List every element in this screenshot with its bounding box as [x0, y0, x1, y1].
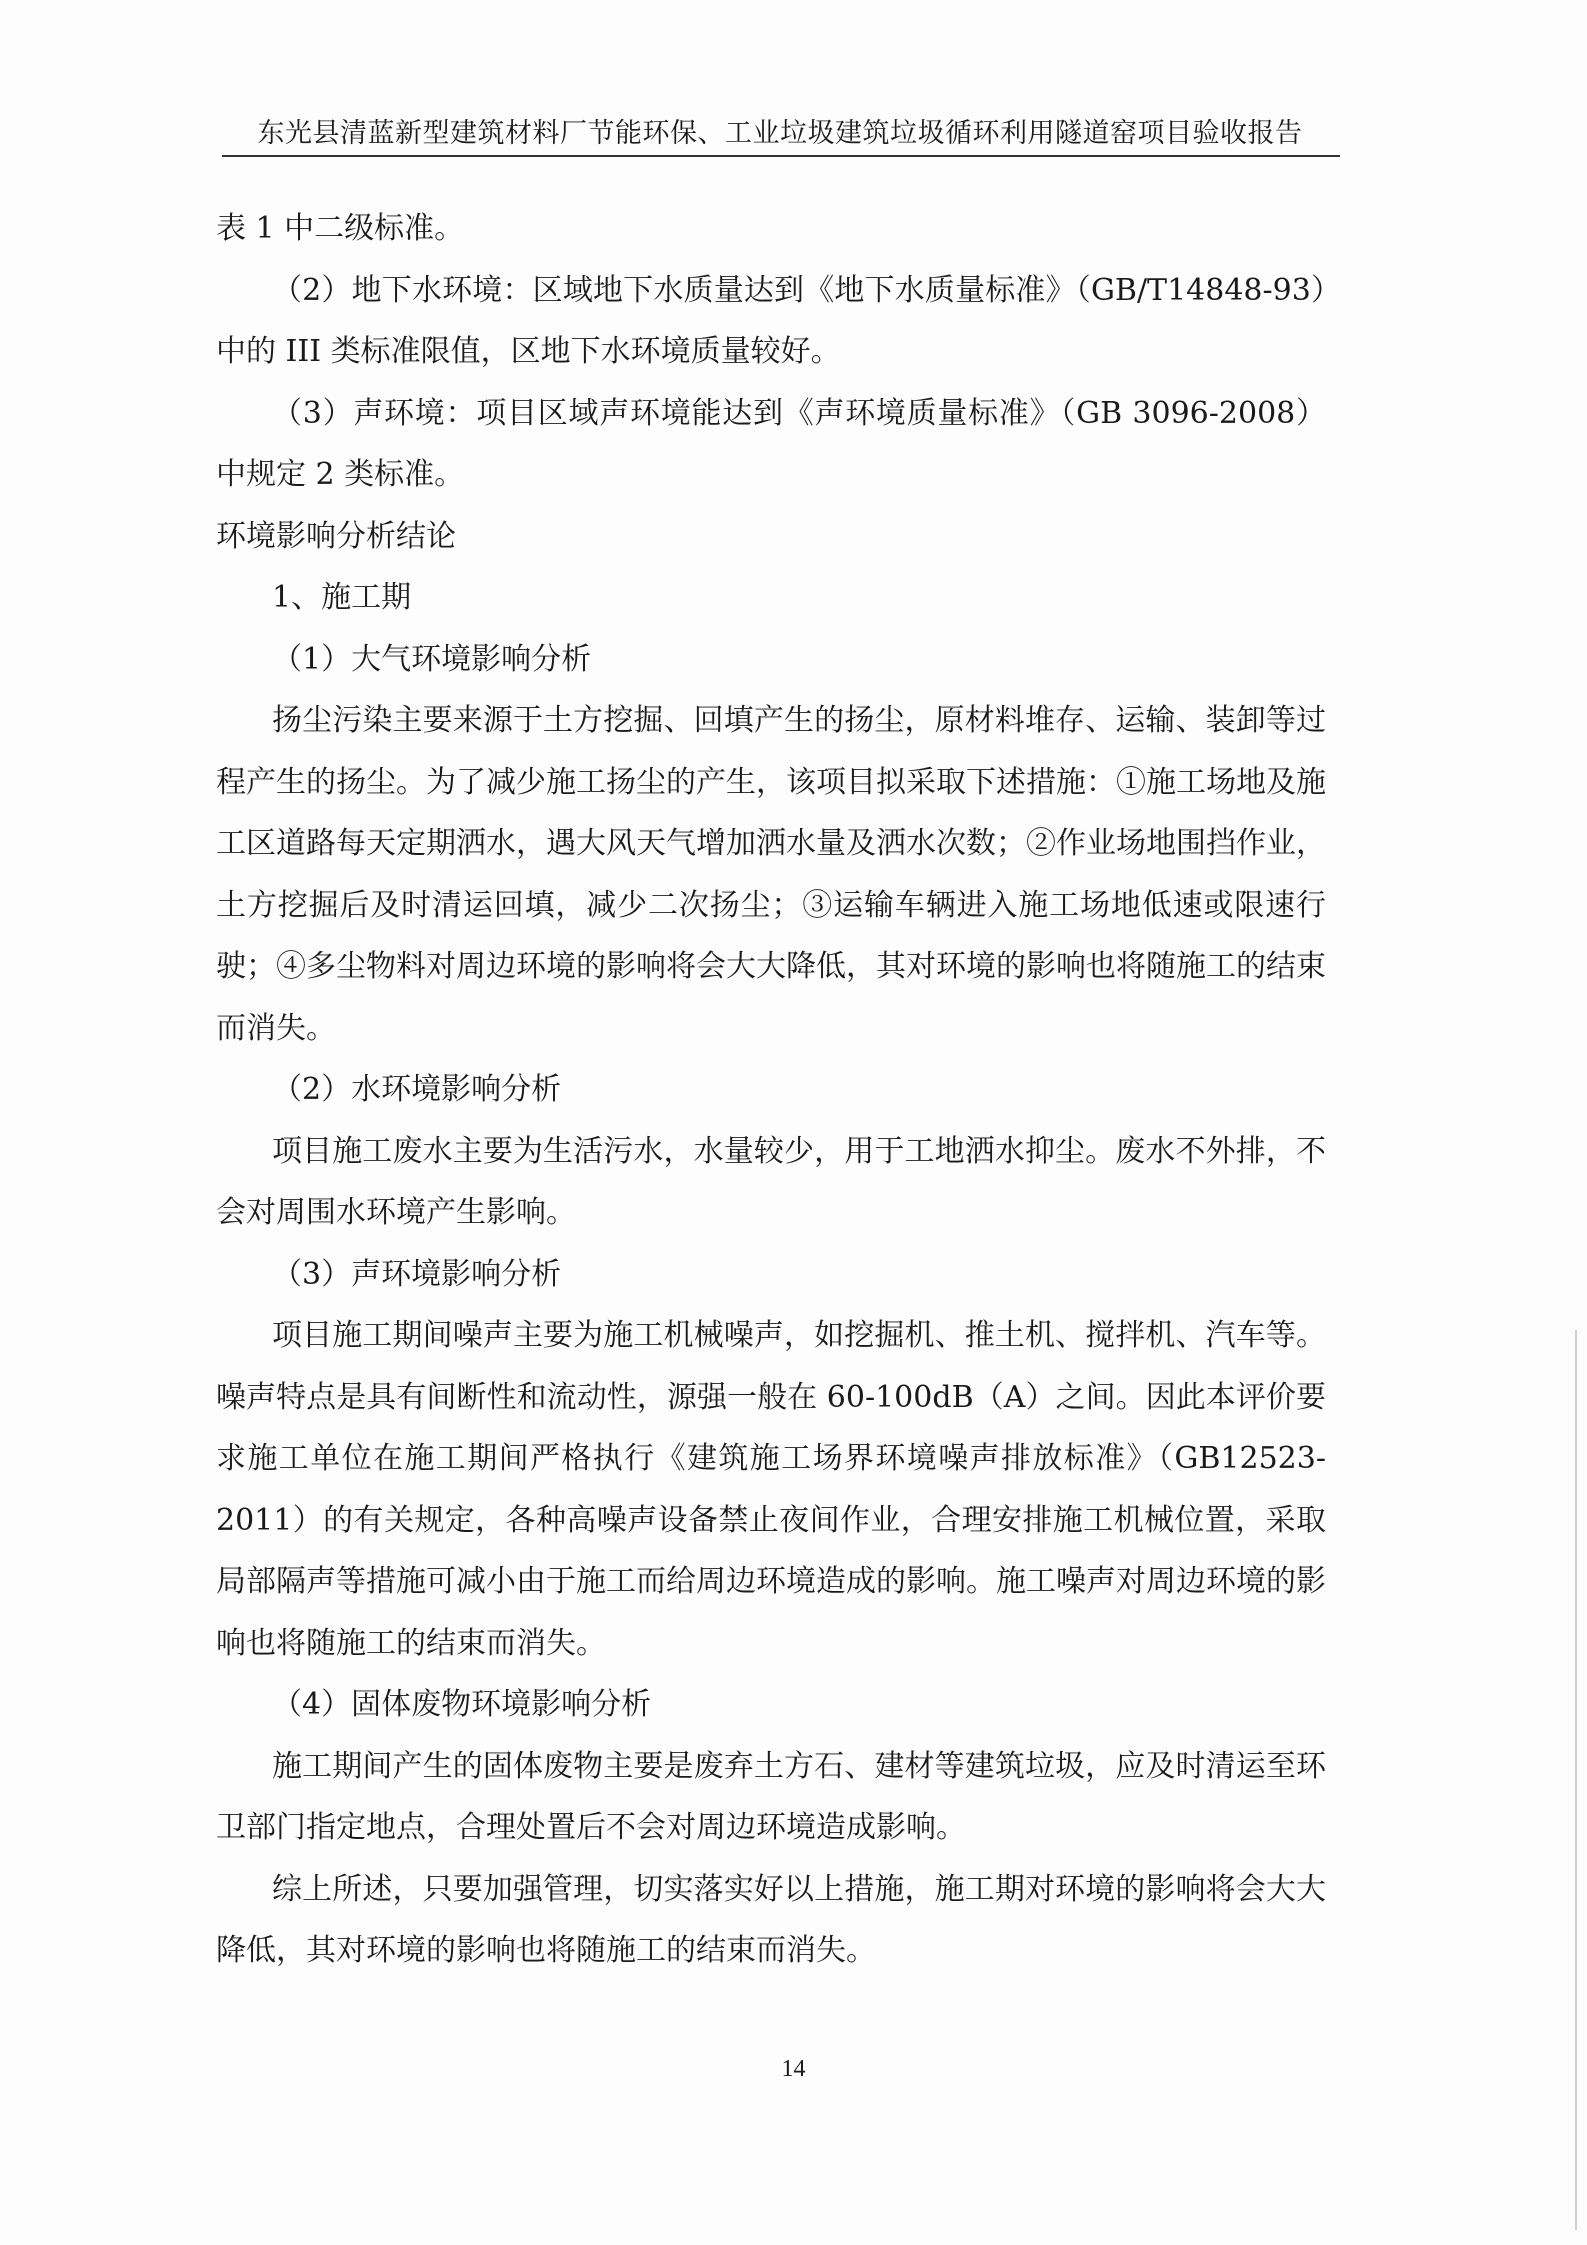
subsection-heading: （2）水环境影响分析 — [272, 1072, 562, 1107]
paragraph: （3）声环境：项目区域声环境能达到《声环境质量标准》（GB 3096-2008）中规定 2 类标准。 — [216, 395, 1326, 492]
header-rule — [222, 155, 1340, 157]
section-heading: 环境影响分析结论 — [216, 518, 456, 554]
paragraph: 项目施工废水主要为生活污水，水量较少，用于工地洒水抑尘。废水不外排，不会对周围水环境产生影响。 — [216, 1133, 1326, 1230]
body-text — [216, 198, 1326, 1982]
subsection-heading: （4）固体废物环境影响分析 — [272, 1687, 652, 1722]
paragraph: 施工期间产生的固体废物主要是废弃土方石、建材等建筑垃圾，应及时清运至环卫部门指定地点，合理处置后不会对周边环境造成影响。 — [216, 1748, 1326, 1845]
paragraph: 项目施工期间噪声主要为施工机械噪声，如挖掘机、推土机、搅拌机、汽车等。噪声特点是具有间断性和流动性，源强一般在 60-100dB（A）之间。因此本评价要求施工单位在施工期间严格执行《建筑施工场界环境噪声排放标准》（GB12523-2011）的有关规定，各种高噪声设备禁止夜间作业，合理安排施工机械位置，采取局部隔声等措施可减小由于施工而给周边环境造成的影响。施工噪声对周边环境的影响也将随施工的结束而消失。 — [216, 1318, 1326, 1661]
subsection-heading: 1、施工期 — [272, 580, 412, 615]
subsection-heading: （3）声环境影响分析 — [272, 1256, 562, 1292]
paragraph: 扬尘污染主要来源于土方挖掘、回填产生的扬尘，原材料堆存、运输、装卸等过程产生的扬尘。为了减少施工扬尘的产生，该项目拟采取下述措施：①施工场地及施工区道路每天定期洒水，遇大风天气增加洒水量及洒水次数；②作业场地围挡作业，土方挖掘后及时清运回填，减少二次扬尘；③运输车辆进入施工场地低速或限速行驶；④多尘物料对周边环境的影响将会大大降低，其对环境的影响也将随施工的结束而消失。 — [216, 703, 1326, 1046]
subsection-heading: （1）大气环境影响分析 — [272, 641, 592, 677]
running-header: 东光县清蓝新型建筑材料厂节能环保、工业垃圾建筑垃圾循环利用隧道窑项目验收报告 — [257, 118, 1303, 149]
paragraph: （2）地下水环境：区域地下水质量达到《地下水质量标准》（GB/T14848-93）中的 III 类标准限值，区地下水环境质量较好。 — [216, 272, 1326, 369]
paragraph: 综上所述，只要加强管理，切实落实好以上措施，施工期对环境的影响将会大大降低，其对环境的影响也将随施工的结束而消失。 — [216, 1871, 1326, 1968]
scan-edge-line — [1575, 1330, 1577, 2230]
paragraph: 表 1 中二级标准。 — [216, 211, 465, 246]
page-number: 14 — [781, 2056, 806, 2082]
